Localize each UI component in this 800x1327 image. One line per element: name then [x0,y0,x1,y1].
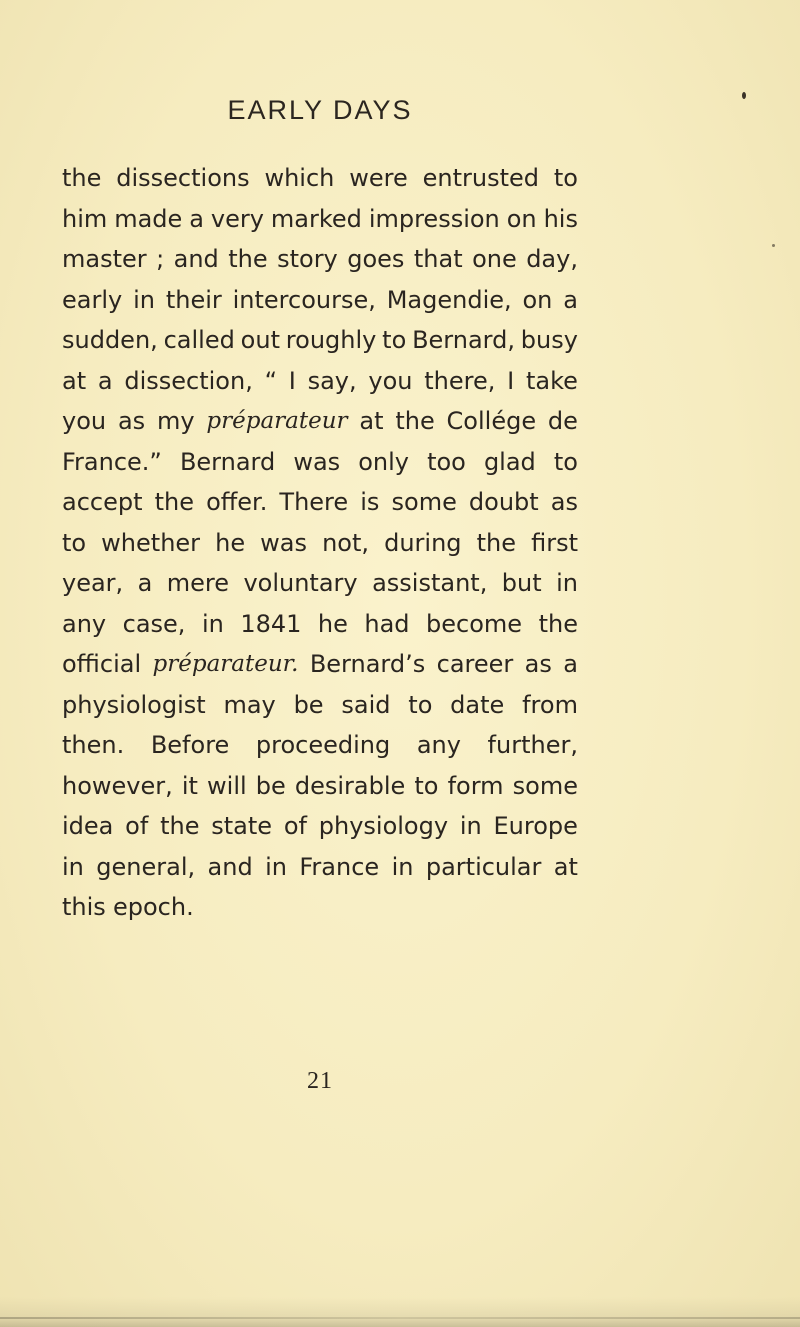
word: story [277,245,338,273]
italic-word: préparateur. [152,651,299,677]
word: one [472,245,517,273]
word: to [553,447,578,476]
word: called [163,326,235,354]
text-line [62,563,578,604]
word: made [114,204,183,233]
word: during [384,528,462,557]
word: idea [62,812,114,840]
word: roughly [285,326,377,354]
word: offer. [206,488,268,516]
word: was [260,528,308,557]
word: date [450,690,505,719]
word: too [427,447,466,476]
word: Before [150,731,230,759]
word: on [522,285,553,314]
word: as [117,407,146,435]
word: at [62,366,87,395]
word: general, [96,852,196,881]
word: Bernard [179,447,276,476]
text-line [62,806,578,847]
word: him [62,204,108,233]
word: year, [62,569,124,597]
word: in [265,852,287,881]
word: only [358,447,409,476]
word: a [563,650,578,678]
word: entrusted [422,164,539,192]
word: state [211,812,273,840]
page-edge-shadow [0,1297,800,1327]
word: busy [520,326,578,354]
word: master [62,245,147,273]
text-line [62,320,578,361]
word: the [154,488,194,516]
text-line [62,685,578,726]
page-number: 21 [307,1068,333,1094]
word: day, [526,245,578,273]
word: to [408,690,433,719]
text-line [62,766,578,807]
word: at [553,852,578,881]
text-line [62,361,578,402]
word: whether [101,528,201,557]
word: out [240,326,280,354]
word: were [349,164,408,192]
word: in [201,609,224,638]
text-line [62,604,578,645]
text-line [62,280,578,321]
word: physiologist [62,690,206,719]
word: and [207,852,253,881]
word: dissection, [124,366,253,395]
text-line [62,887,578,928]
word: marked [270,204,362,233]
word: dissections [116,164,250,192]
word: take [525,366,578,395]
word: physiology [318,812,449,840]
text-line [62,401,578,442]
word: first [531,528,578,557]
word: the [476,528,517,557]
word: to [382,326,407,354]
text-line [62,644,578,685]
word: impression [368,204,500,233]
word: a [563,285,578,314]
word: said [341,690,391,719]
word: France [299,852,380,881]
word: was [293,447,341,476]
text-line [62,442,578,483]
text-line [62,482,578,523]
word: the [62,164,102,192]
word: some [391,488,457,516]
ink-speck [742,92,746,99]
word: to [62,528,87,557]
word: in [133,285,155,314]
page-edge-line [0,1317,800,1319]
word: 1841 [240,609,302,638]
word: of [125,812,149,840]
body-text [62,158,578,928]
word: be [255,771,286,800]
text-line [62,847,578,888]
word: accept [62,488,143,516]
word: assistant, [372,569,488,597]
word: of [283,812,307,840]
word: as [524,650,552,678]
word: he [215,528,246,557]
text-line [62,523,578,564]
word: to [414,771,439,800]
word: early [62,285,123,314]
word: then. [62,731,125,759]
word: the [395,407,435,435]
word: his [543,204,578,233]
word: Bernard’s [309,650,426,678]
word: sudden, [62,326,158,354]
word: is [360,488,380,516]
word: in [391,852,414,881]
word: the [228,245,268,273]
word: to [553,164,578,192]
word: had [364,609,410,638]
word: become [426,609,523,638]
word: intercourse, [232,285,376,314]
word: glad [483,447,536,476]
word: I [288,366,296,395]
word: goes [347,245,405,273]
word: voluntary [243,569,358,597]
word: desirable [294,771,406,800]
word: their [165,285,222,314]
word: a [137,569,153,597]
word: that [413,245,463,273]
word: further, [487,731,578,759]
word: and [173,245,219,273]
word: in [556,569,578,597]
word: epoch. [112,893,194,921]
word: may [223,690,276,719]
word: proceeding [255,731,391,759]
word: but [501,569,542,597]
word: Magendie, [386,285,512,314]
word: it [181,771,198,800]
word: de [547,407,578,435]
word: say, [307,366,357,395]
word: a [97,366,113,395]
word: on [506,204,537,233]
word: you [368,366,413,395]
word: in [459,812,482,840]
word: ; [156,245,165,273]
word: case, [122,609,186,638]
word: he [317,609,348,638]
word: Europe [493,812,578,840]
word: will [207,771,247,800]
word: particular [425,852,542,881]
word: not, [322,528,370,557]
word: which [264,164,335,192]
word: however, [62,771,173,800]
word: my [156,407,195,435]
word: in [62,852,84,881]
word: Collége [446,407,537,435]
word: There [279,488,349,516]
word: from [522,690,578,719]
word: mere [166,569,230,597]
word: you [62,407,107,435]
word: I [507,366,515,395]
running-head: EARLY DAYS [227,95,413,125]
word: be [293,690,324,719]
word: Bernard, [412,326,515,354]
word: France.” [62,447,162,476]
text-line [62,158,578,199]
word: at [359,407,384,435]
word: doubt [468,488,539,516]
word: “ [264,366,278,395]
word: official [62,650,142,678]
italic-word: préparateur [206,408,348,434]
word: form [447,771,504,800]
word: a [189,204,204,233]
ink-speck [772,244,775,247]
word: as [550,488,578,516]
word: very [210,204,264,233]
word: there, [424,366,496,395]
word: any [416,731,461,759]
word: the [160,812,200,840]
text-line [62,725,578,766]
word: career [436,650,514,678]
word: the [538,609,578,638]
word: any [62,609,107,638]
word: this [62,893,106,921]
text-line [62,239,578,280]
word: some [512,771,578,800]
text-line [62,199,578,240]
